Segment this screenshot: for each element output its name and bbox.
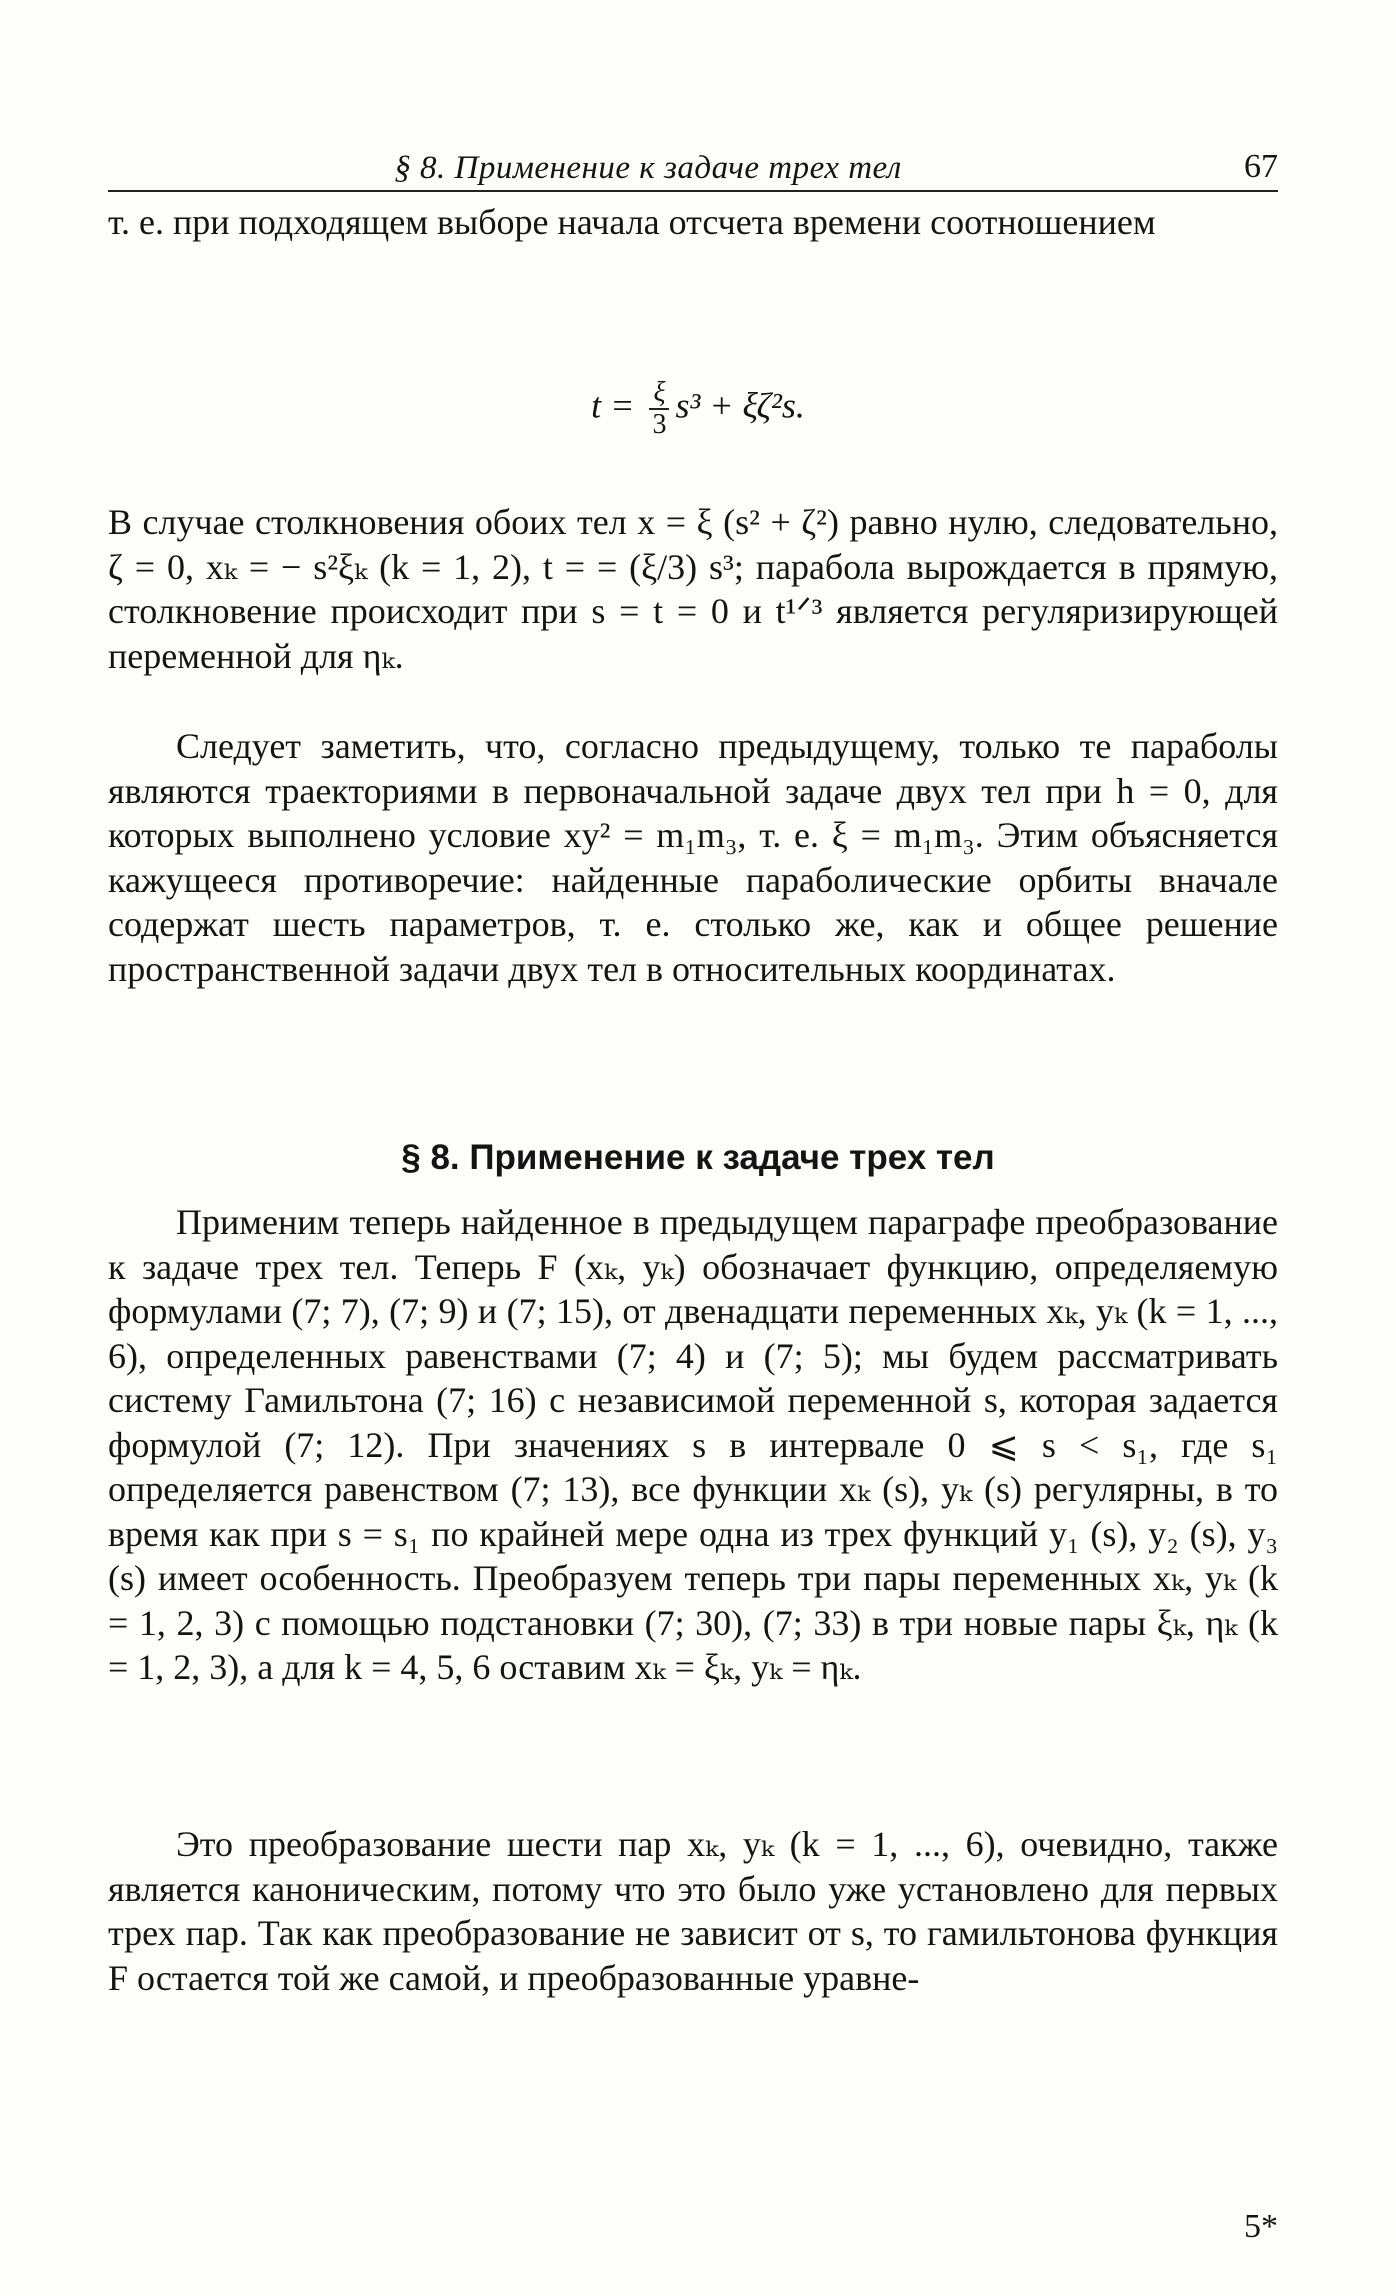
paragraph-3: Следует заметить, что, согласно предыдущему, только те параболы являются траекториями в первоначальной задаче двух тел при h = 0, для которых выполнено условие xy² = m₁m₃, т. е. ξ = m₁m₃. Этим объясняется кажущееся противоречие: найденные параболические орбиты вначале содержат шесть параметров, т. е. столько же, как и общее решение пространственной задачи двух тел в относительных координатах. [108,726,1278,989]
formula-denominator: 3 [652,409,667,440]
running-title: § 8. Применение к задаче трех тел [394,150,902,186]
formula-lhs: t = [591,385,644,426]
section-heading: § 8. Применение к задаче трех тел [401,1138,995,1177]
formula-fraction [649,378,669,440]
formula-time [0,378,1396,458]
page-number: 67 [1244,148,1278,185]
formula-rhs: s³ + ξζ²s. [675,385,805,426]
paragraph-2: В случае столкновения обоих тел x = ξ (s² + ζ²) равно нулю, следовательно, ζ = 0, xₖ = − s²ξₖ (k = 1, 2), t = = (ξ/3) s³; парабола вырождается в прямую, столкновение происходит при s = t = 0 и t¹ᐟ³ является регуляризирующей переменной для ηₖ. [108,502,1278,676]
signature-mark: 5* [1244,2208,1278,2245]
paragraph-4: Применим теперь найденное в предыдущем параграфе преобразование к задаче трех тел. Теперь F (xₖ, yₖ) обозначает функцию, определяемую формулами (7; 7), (7; 9) и (7; 15), от двенадцати переменных xₖ, yₖ (k = 1, ..., 6), определенных равенствами (7; 4) и (7; 5); мы будем рассматривать систему Гамильтона (7; 16) с независимой переменной s, которая задается формулой (7; 12). При значениях s в интервале 0 ⩽ s < s₁, где s₁ определяется равенством (7; 13), все функции xₖ (s), yₖ (s) регулярны, в то время как при s = s₁ по крайней мере одна из трех функций y₁ (s), y₂ (s), y₃ (s) имеет особенность. Преобразуем теперь три пары переменных xₖ, yₖ (k = 1, 2, 3) с помощью подстановки (7; 30), (7; 33) в три новые пары ξₖ, ηₖ (k = 1, 2, 3), а для k = 4, 5, 6 оставим xₖ = ξₖ, yₖ = ηₖ. [108,1202,1278,1687]
paragraph-1: т. е. при подходящем выборе начала отсчета времени соотношением [108,202,1156,242]
paragraph-5: Это преобразование шести пар xₖ, yₖ (k = 1, ..., 6), очевидно, также является каноническим, потому что это было уже установлено для первых трех пар. Так как преобразование не зависит от s, то гамильтонова функция F остается той же самой, и преобразованные уравне- [108,1824,1278,1998]
formula-numerator: ξ [649,378,669,410]
running-header [108,148,1278,192]
